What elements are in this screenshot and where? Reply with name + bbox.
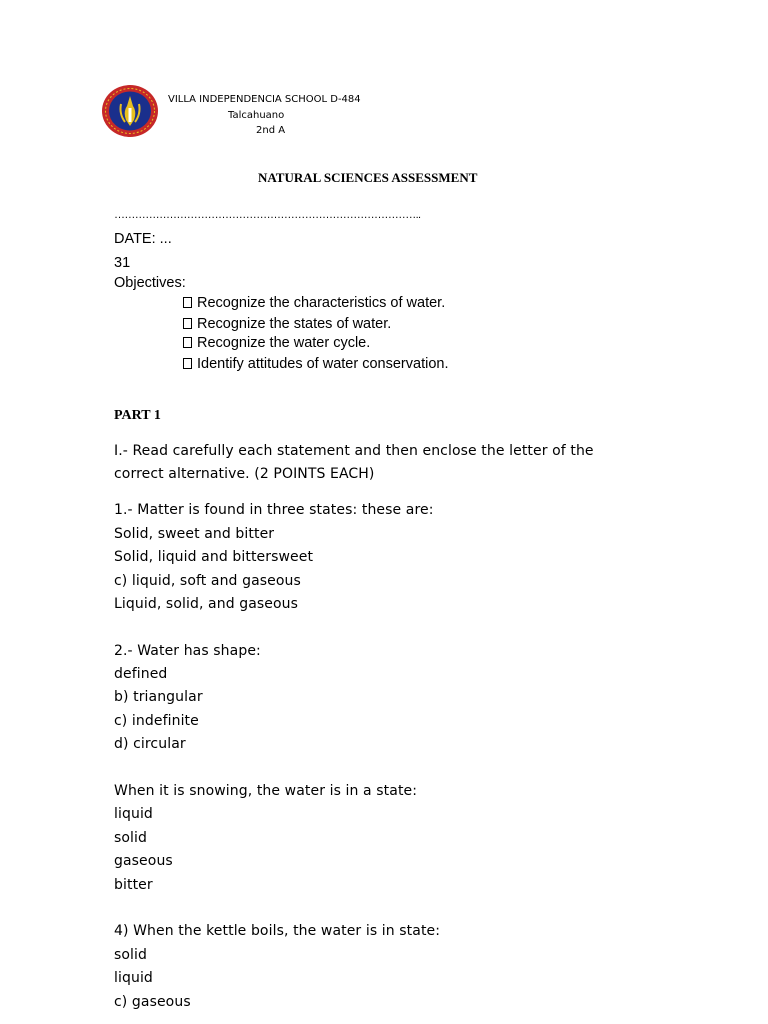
answer-option: liquid <box>114 806 153 822</box>
date-label: DATE: ... <box>114 231 172 247</box>
instruction-line: I.- Read carefully each statement and then enclose the letter of the <box>114 443 594 459</box>
answer-option: d) circular <box>114 736 186 752</box>
answer-option: solid <box>114 830 148 846</box>
objective-item: Recognize the characteristics of water. <box>183 295 445 311</box>
name-line: …………………………………………………………………………….. <box>114 209 421 221</box>
box-glyph-icon <box>183 297 192 308</box>
objective-item: Recognize the water cycle. <box>183 335 370 351</box>
question-text: 2.- Water has shape: <box>114 643 261 659</box>
school-grade: 2nd A <box>256 125 286 136</box>
part-heading: PART 1 <box>114 408 161 423</box>
box-glyph-icon <box>183 318 192 329</box>
school-city: Talcahuano <box>228 110 285 121</box>
question-text: When it is snowing, the water is in a state: <box>114 783 418 799</box>
answer-option: b) triangular <box>114 689 203 705</box>
score: 31 <box>114 255 131 271</box>
answer-option: liquid <box>114 970 153 986</box>
question-text: 1.- Matter is found in three states: these are: <box>114 502 434 518</box>
school-name: VILLA INDEPENDENCIA SCHOOL D-484 <box>168 94 361 105</box>
question-text: 4) When the kettle boils, the water is in state: <box>114 923 441 939</box>
answer-option: Liquid, solid, and gaseous <box>114 596 299 612</box>
answer-option: c) liquid, soft and gaseous <box>114 573 301 589</box>
answer-option: Solid, liquid and bittersweet <box>114 549 314 565</box>
school-logo <box>101 84 159 138</box>
answer-option: bitter <box>114 877 153 893</box>
objective-item: Recognize the states of water. <box>183 316 391 332</box>
box-glyph-icon <box>183 337 192 348</box>
box-glyph-icon <box>183 358 192 369</box>
page-title: NATURAL SCIENCES ASSESSMENT <box>258 170 478 185</box>
answer-option: c) gaseous <box>114 994 191 1010</box>
answer-option: gaseous <box>114 853 173 869</box>
objective-item: Identify attitudes of water conservation. <box>183 356 448 372</box>
instruction-line: correct alternative. (2 POINTS EACH) <box>114 466 375 482</box>
answer-option: solid <box>114 947 148 963</box>
answer-option: defined <box>114 666 168 682</box>
answer-option: c) indefinite <box>114 713 199 729</box>
objectives-label: Objectives: <box>114 275 186 291</box>
answer-option: Solid, sweet and bitter <box>114 526 275 542</box>
